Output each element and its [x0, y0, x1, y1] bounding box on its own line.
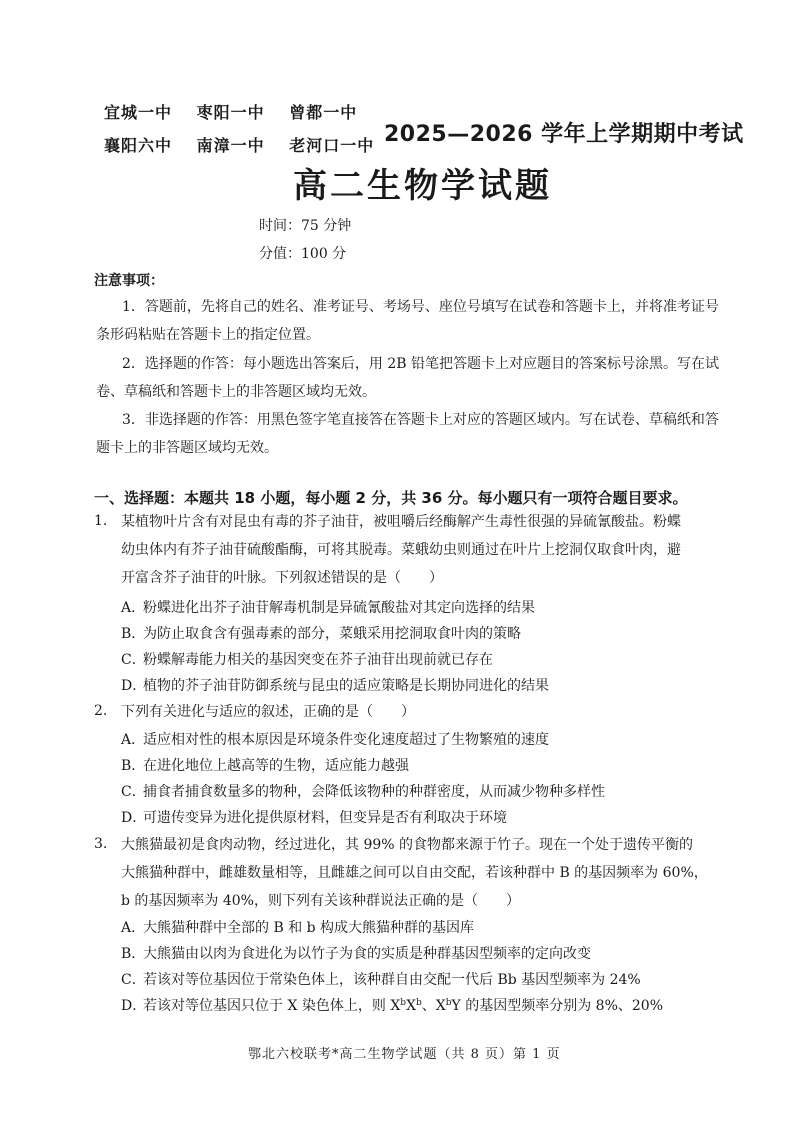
question-stem-line: 下列有关进化与适应的叙述，正确的是（ ） [121, 704, 415, 720]
option-text: 若该对等位基因位于常染色体上，该种群自由交配一代后 Bb 基因型频率为 24% [143, 972, 641, 988]
option-label: A． [121, 732, 146, 748]
option-label: C． [121, 652, 146, 668]
answer-option [121, 807, 507, 827]
question-stem-line: 开富含芥子油苷的叶脉。下列叙述错误的是（ ） [121, 570, 443, 586]
option-text: 适应相对性的根本原因是环境条件变化速度超过了生物繁殖的速度 [143, 732, 549, 748]
option-label: A． [121, 920, 146, 936]
answer-option [121, 781, 605, 801]
option-text: 在进化地位上越高等的生物，适应能力越强 [143, 758, 409, 774]
option-text: 可遗传变异为进化提供原材料，但变异是否有利取决于环境 [143, 810, 507, 826]
answer-option [121, 943, 591, 963]
option-text: 捕食者捕食数量多的物种，会降低该物种的种群密度，从而减少物种多样性 [143, 784, 605, 800]
notice-text: 2．选择题的作答：每小题选出答案后，用 2B 铅笔把答题卡上对应题目的答案标号涂黑。写在试卷、草稿纸和答题卡上的非答题区域均无效。 [96, 356, 720, 400]
option-label: D． [121, 810, 147, 826]
school-name: 襄阳六中 [104, 136, 173, 155]
school-name: 宜城一中 [104, 103, 173, 122]
notice-item [96, 293, 726, 349]
option-text: 粉蝶解毒能力相关的基因突变在芥子油苷出现前就已存在 [143, 652, 493, 668]
option-label: C． [121, 784, 146, 800]
notice-heading: 注意事项： [94, 273, 164, 289]
notice-item [96, 350, 726, 406]
option-label: B． [121, 946, 146, 962]
subject-title: 高二生物学试题 [293, 166, 552, 206]
option-text: 粉蝶进化出芥子油苷解毒机制是异硫氰酸盐对其定向选择的结果 [143, 600, 535, 616]
school-name: 枣阳一中 [196, 103, 265, 122]
answer-option [121, 755, 409, 775]
question-stem-line: 某植物叶片含有对昆虫有毒的芥子油苷，被咀嚼后经酶解产生毒性很强的异硫氰酸盐。粉蝶 [121, 514, 681, 530]
option-text: 植物的芥子油苷防御系统与昆虫的适应策略是长期协同进化的结果 [143, 678, 549, 694]
question-number: 2. [94, 703, 108, 719]
question-stem-line: b 的基因频率为 40%，则下列有关该种群说法正确的是（ ） [121, 893, 520, 909]
option-text: 为防止取食含有强毒素的部分，菜蛾采用挖洞取食叶肉的策略 [143, 626, 521, 642]
answer-option [121, 729, 549, 749]
question-number: 1. [94, 513, 108, 529]
notice-item [96, 406, 726, 462]
school-row-2 [104, 133, 392, 156]
school-row-1 [104, 100, 375, 123]
option-text: 若该对等位基因只位于 X 染色体上，则 $X^bX^b$、$X^bY$ 的基因型频率分别为 8%、20% [143, 998, 664, 1014]
school-name: 南漳一中 [196, 136, 265, 155]
exam-score: 分值：100 分 [259, 246, 347, 262]
answer-option [121, 675, 549, 695]
option-label: A． [121, 600, 146, 616]
answer-option [121, 597, 535, 617]
option-label: D． [121, 998, 147, 1014]
question-stem-line: 大熊猫最初是食肉动物，经过进化，其 99% 的食物都来源于竹子。现在一个处于遗传平衡的 [121, 837, 694, 853]
option-label: C． [121, 972, 146, 988]
option-text: 大熊猫由以肉为食进化为以竹子为食的实质是种群基因型频率的定向改变 [143, 946, 591, 962]
option-label: B． [121, 626, 146, 642]
notice-text: 1．答题前，先将自己的姓名、准考证号、考场号、座位号填写在试卷和答题卡上，并将准考证号条形码粘贴在答题卡上的指定位置。 [96, 299, 719, 343]
answer-option [121, 649, 493, 669]
question-number: 3. [94, 836, 108, 852]
answer-option [121, 917, 474, 937]
section-heading: 一、选择题：本题共 18 小题，每小题 2 分，共 36 分。每小题只有一项符合题目要求。 [94, 489, 688, 507]
exam-time: 时间：75 分钟 [259, 218, 352, 234]
option-text: 大熊猫种群中全部的 B 和 b 构成大熊猫种群的基因库 [143, 920, 475, 936]
school-name: 曾都一中 [289, 103, 358, 122]
school-name: 老河口一中 [289, 136, 375, 155]
exam-title: 2025—2026 学年上学期期中考试 [384, 122, 744, 147]
option-label: D． [121, 678, 147, 694]
question-stem-line: 幼虫体内有芥子油苷硫酸酯酶，可将其脱毒。菜蛾幼虫则通过在叶片上挖洞仅取食叶肉，避 [121, 542, 681, 558]
answer-option [121, 623, 521, 643]
notice-text: 3．非选择题的作答：用黑色签字笔直接答在答题卡上对应的答题区域内。写在试卷、草稿纸和答题卡上的非答题区域均无效。 [96, 412, 719, 456]
page-footer: 鄂北六校联考*高二生物学试题（共 8 页）第 1 页 [248, 1047, 561, 1062]
option-label: B． [121, 758, 146, 774]
question-stem-line: 大熊猫种群中，雌雄数量相等，且雌雄之间可以自由交配，若该种群中 B 的基因频率为 60%， [121, 865, 708, 881]
answer-option [121, 969, 641, 989]
answer-option [121, 995, 663, 1015]
